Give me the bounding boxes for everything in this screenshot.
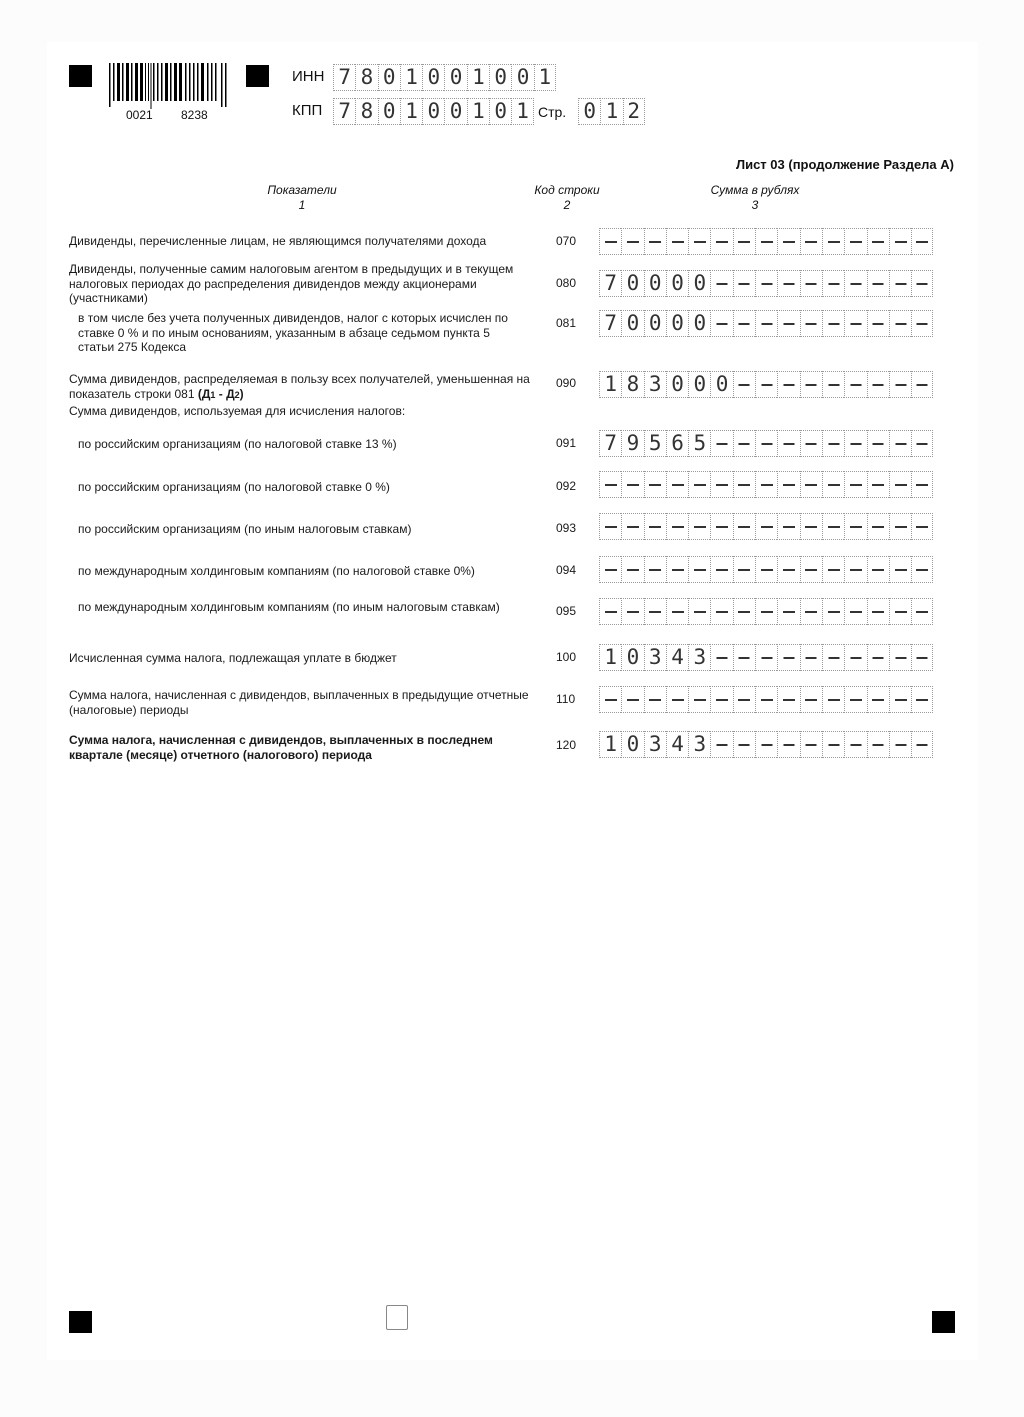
empty-cell-dash [777, 310, 799, 337]
digit-cell: 4 [666, 731, 688, 758]
row-label-100 [69, 651, 539, 666]
column-header-line-code [517, 183, 617, 213]
empty-cell-dash [800, 228, 822, 255]
empty-cell-dash [733, 556, 755, 583]
empty-cell-dash [688, 513, 710, 540]
digit-cell: 1 [599, 731, 621, 758]
empty-cell-dash [733, 686, 755, 713]
row-code: 090 [556, 376, 577, 390]
digit-cell: 0 [621, 270, 643, 297]
digit-cell: 0 [489, 64, 511, 91]
row-label-text: Дивиденды, полученные самим налоговым агентом в предыдущих и в текущем налоговых периодах до распределения дивидендов между акционерами (участниками) [69, 262, 514, 305]
empty-cell-dash [666, 471, 688, 498]
digit-cell: 1 [599, 644, 621, 671]
row-label-095 [78, 600, 518, 615]
empty-cell-dash [889, 598, 911, 625]
digit-cell: 0 [688, 371, 710, 398]
empty-cell-dash [867, 310, 889, 337]
barcode-number-right: 8238 [181, 108, 208, 122]
sheet-title: Лист 03 (продолжение Раздела А) [735, 157, 954, 172]
empty-cell-dash [688, 556, 710, 583]
empty-cell-dash [822, 371, 844, 398]
row-label-text: по международным холдинговым компаниям (по налоговой ставке 0%) [78, 564, 475, 578]
empty-cell-dash [755, 228, 777, 255]
row-label-text: по международным холдинговым компаниям (по иным налоговым ставкам) [78, 600, 500, 614]
empty-cell-dash [911, 731, 933, 758]
row-code: 091 [556, 436, 577, 450]
formula-sub2: 2 [234, 389, 240, 400]
empty-cell-dash [644, 556, 666, 583]
digit-cell: 0 [644, 310, 666, 337]
empty-cell-dash [777, 430, 799, 457]
empty-cell-dash [822, 644, 844, 671]
empty-cell-dash [867, 644, 889, 671]
amount-field-080[interactable] [599, 270, 933, 297]
digit-cell: 0 [621, 731, 643, 758]
empty-cell-dash [800, 556, 822, 583]
digit-cell: 1 [400, 64, 422, 91]
empty-cell-dash [688, 228, 710, 255]
empty-cell-dash [710, 686, 732, 713]
empty-cell-dash [666, 513, 688, 540]
empty-cell-dash [800, 471, 822, 498]
digit-cell: 1 [400, 98, 422, 125]
empty-cell-dash [889, 471, 911, 498]
empty-cell-dash [867, 598, 889, 625]
empty-cell-dash [733, 513, 755, 540]
kpp-label: КПП [292, 102, 323, 119]
empty-cell-dash [599, 598, 621, 625]
row-code: 092 [556, 479, 577, 493]
inn-field[interactable] [333, 64, 556, 91]
formula-sub1: 1 [210, 389, 216, 400]
empty-cell-dash [755, 430, 777, 457]
empty-cell-dash [644, 598, 666, 625]
page-number-field[interactable] [578, 98, 645, 125]
amount-field-094[interactable] [599, 556, 933, 583]
empty-cell-dash [777, 598, 799, 625]
column-title: Сумма в рублях [710, 183, 800, 197]
amount-field-092[interactable] [599, 471, 933, 498]
empty-cell-dash [844, 270, 866, 297]
row-label-094 [78, 564, 518, 579]
empty-cell-dash [889, 731, 911, 758]
inn-label: ИНН [292, 68, 325, 85]
empty-cell-dash [844, 228, 866, 255]
empty-cell-dash [867, 556, 889, 583]
empty-cell-dash [733, 471, 755, 498]
row-label-text: в том числе без учета полученных дивидендов, налог с которых исчислен по ставке 0 % и по иным основаниям, указанным в абзаце седьмом пункта 5 статьи 275 Кодекса [78, 311, 508, 354]
empty-cell-dash [644, 471, 666, 498]
amount-field-110[interactable] [599, 686, 933, 713]
empty-cell-dash [710, 270, 732, 297]
empty-cell-dash [777, 731, 799, 758]
row-code: 094 [556, 563, 577, 577]
empty-cell-dash [867, 371, 889, 398]
digit-cell: 8 [355, 98, 377, 125]
amount-field-120[interactable] [599, 731, 933, 758]
empty-cell-dash [755, 371, 777, 398]
amount-field-070[interactable] [599, 228, 933, 255]
formula-d1-minus-d2 [195, 387, 244, 401]
empty-cell-dash [844, 556, 866, 583]
empty-cell-dash [911, 430, 933, 457]
empty-cell-dash [621, 598, 643, 625]
row-label-070 [69, 234, 539, 249]
row-label-080 [69, 262, 539, 306]
digit-cell: 0 [688, 270, 710, 297]
row-code: 100 [556, 650, 577, 664]
digit-cell: 0 [621, 644, 643, 671]
digit-cell: 0 [666, 371, 688, 398]
empty-cell-dash [911, 556, 933, 583]
empty-cell-dash [777, 228, 799, 255]
digit-cell: 7 [599, 270, 621, 297]
empty-cell-dash [710, 644, 732, 671]
empty-cell-dash [710, 513, 732, 540]
empty-cell-dash [800, 731, 822, 758]
empty-cell-dash [644, 686, 666, 713]
digit-cell: 6 [666, 430, 688, 457]
empty-cell-dash [867, 270, 889, 297]
alignment-marker-bottom-right [932, 1311, 955, 1333]
subheader-dividends-for-tax: Сумма дивидендов, используемая для исчисления налогов: [69, 404, 406, 418]
empty-cell-dash [800, 644, 822, 671]
empty-cell-dash [867, 686, 889, 713]
empty-cell-dash [621, 686, 643, 713]
row-label-text: по российским организациям (по налоговой ставке 0 %) [78, 480, 390, 494]
digit-cell: 0 [422, 98, 444, 125]
digit-cell: 3 [644, 644, 666, 671]
empty-cell-dash [733, 644, 755, 671]
empty-cell-dash [599, 513, 621, 540]
empty-cell-dash [644, 228, 666, 255]
empty-cell-dash [777, 644, 799, 671]
row-code: 070 [556, 234, 577, 248]
empty-cell-dash [867, 513, 889, 540]
row-label-text: по российским организациям (по налоговой ставке 13 %) [78, 437, 397, 451]
row-label-091 [78, 437, 518, 452]
empty-cell-dash [800, 310, 822, 337]
row-label-093 [78, 522, 518, 537]
signature-checkbox[interactable] [386, 1305, 408, 1330]
barcode-number-left: 0021 [126, 108, 153, 122]
kpp-field[interactable] [333, 98, 534, 125]
digit-cell: 3 [644, 371, 666, 398]
empty-cell-dash [777, 471, 799, 498]
empty-cell-dash [844, 513, 866, 540]
empty-cell-dash [599, 686, 621, 713]
empty-cell-dash [800, 686, 822, 713]
alignment-marker-top-right [246, 65, 269, 87]
empty-cell-dash [844, 686, 866, 713]
column-title: Код строки [534, 183, 600, 197]
empty-cell-dash [867, 471, 889, 498]
empty-cell-dash [911, 270, 933, 297]
formula-prefix: (Д [197, 386, 211, 401]
empty-cell-dash [688, 598, 710, 625]
amount-field-081[interactable] [599, 310, 933, 337]
empty-cell-dash [755, 644, 777, 671]
empty-cell-dash [755, 471, 777, 498]
digit-cell: 0 [688, 310, 710, 337]
empty-cell-dash [822, 686, 844, 713]
digit-cell: 0 [666, 310, 688, 337]
row-label-081 [78, 311, 518, 355]
digit-cell: 8 [355, 64, 377, 91]
empty-cell-dash [710, 731, 732, 758]
empty-cell-dash [889, 556, 911, 583]
empty-cell-dash [621, 513, 643, 540]
empty-cell-dash [889, 644, 911, 671]
digit-cell: 0 [444, 98, 466, 125]
empty-cell-dash [710, 228, 732, 255]
row-code: 110 [556, 692, 576, 706]
alignment-marker-bottom-left [69, 1311, 92, 1333]
formula-suffix: ) [239, 386, 244, 401]
digit-cell: 0 [621, 310, 643, 337]
empty-cell-dash [822, 310, 844, 337]
empty-cell-dash [621, 471, 643, 498]
empty-cell-dash [889, 270, 911, 297]
digit-cell: 7 [599, 430, 621, 457]
empty-cell-dash [844, 644, 866, 671]
empty-cell-dash [822, 598, 844, 625]
empty-cell-dash [867, 430, 889, 457]
empty-cell-dash [911, 686, 933, 713]
row-label-text: Сумма налога, начисленная с дивидендов, выплаченных в предыдущие отчетные (налоговые) периоды [69, 688, 529, 717]
row-label-text: Сумма налога, начисленная с дивидендов, выплаченных в последнем квартале (месяце) отчетного (налогового) периода [69, 733, 493, 762]
empty-cell-dash [666, 598, 688, 625]
empty-cell-dash [889, 371, 911, 398]
digit-cell: 7 [599, 310, 621, 337]
empty-cell-dash [710, 430, 732, 457]
empty-cell-dash [800, 371, 822, 398]
empty-cell-dash [889, 228, 911, 255]
empty-cell-dash [822, 556, 844, 583]
empty-cell-dash [911, 228, 933, 255]
row-code: 081 [556, 316, 577, 330]
empty-cell-dash [777, 371, 799, 398]
empty-cell-dash [800, 430, 822, 457]
digit-cell: 3 [644, 731, 666, 758]
digit-cell: 1 [600, 98, 622, 125]
empty-cell-dash [777, 270, 799, 297]
column-header-indicators [232, 183, 372, 213]
empty-cell-dash [666, 556, 688, 583]
digit-cell: 7 [333, 64, 355, 91]
empty-cell-dash [755, 731, 777, 758]
empty-cell-dash [911, 310, 933, 337]
row-label-092 [78, 480, 518, 495]
digit-cell: 1 [467, 64, 489, 91]
row-label-text: Дивиденды, перечисленные лицам, не являющимся получателями дохода [69, 234, 487, 248]
empty-cell-dash [599, 471, 621, 498]
empty-cell-dash [844, 471, 866, 498]
digit-cell: 3 [688, 644, 710, 671]
empty-cell-dash [889, 686, 911, 713]
empty-cell-dash [599, 228, 621, 255]
empty-cell-dash [755, 686, 777, 713]
empty-cell-dash [733, 228, 755, 255]
amount-field-093[interactable] [599, 513, 933, 540]
empty-cell-dash [822, 513, 844, 540]
row-code: 080 [556, 276, 577, 290]
empty-cell-dash [621, 556, 643, 583]
empty-cell-dash [911, 644, 933, 671]
empty-cell-dash [911, 513, 933, 540]
digit-cell: 9 [621, 430, 643, 457]
formula-mid: - Д [215, 386, 235, 401]
empty-cell-dash [688, 686, 710, 713]
digit-cell: 5 [644, 430, 666, 457]
digit-cell: 7 [333, 98, 355, 125]
empty-cell-dash [733, 731, 755, 758]
digit-cell: 8 [621, 371, 643, 398]
barcode [109, 63, 229, 109]
column-number: 2 [563, 198, 571, 212]
amount-field-091[interactable] [599, 430, 933, 457]
alignment-marker-top-left [69, 65, 92, 87]
empty-cell-dash [822, 471, 844, 498]
digit-cell: 0 [444, 64, 466, 91]
row-label-110 [69, 688, 539, 717]
column-title: Показатели [267, 183, 337, 197]
amount-field-100[interactable] [599, 644, 933, 671]
empty-cell-dash [688, 471, 710, 498]
empty-cell-dash [733, 430, 755, 457]
empty-cell-dash [733, 310, 755, 337]
digit-cell: 0 [511, 64, 533, 91]
empty-cell-dash [844, 371, 866, 398]
digit-cell: 0 [578, 98, 600, 125]
digit-cell: 0 [489, 98, 511, 125]
empty-cell-dash [666, 686, 688, 713]
row-label-text: по российским организациям (по иным налоговым ставкам) [78, 522, 412, 536]
empty-cell-dash [755, 513, 777, 540]
column-number: 1 [298, 198, 306, 212]
empty-cell-dash [822, 430, 844, 457]
digit-cell: 0 [710, 371, 732, 398]
empty-cell-dash [889, 430, 911, 457]
amount-field-095[interactable] [599, 598, 933, 625]
empty-cell-dash [800, 598, 822, 625]
empty-cell-dash [777, 513, 799, 540]
row-code: 095 [556, 604, 577, 618]
empty-cell-dash [733, 270, 755, 297]
empty-cell-dash [844, 598, 866, 625]
row-label-text: Исчисленная сумма налога, подлежащая уплате в бюджет [69, 651, 397, 665]
empty-cell-dash [755, 556, 777, 583]
empty-cell-dash [867, 731, 889, 758]
empty-cell-dash [710, 310, 732, 337]
digit-cell: 1 [467, 98, 489, 125]
digit-cell: 4 [666, 644, 688, 671]
empty-cell-dash [733, 371, 755, 398]
row-label-090 [69, 372, 539, 419]
digit-cell: 1 [599, 371, 621, 398]
empty-cell-dash [755, 598, 777, 625]
digit-cell: 0 [422, 64, 444, 91]
empty-cell-dash [844, 310, 866, 337]
empty-cell-dash [889, 310, 911, 337]
amount-field-090[interactable] [599, 371, 933, 398]
empty-cell-dash [800, 513, 822, 540]
column-header-amount [695, 183, 815, 213]
column-number: 3 [751, 198, 759, 212]
empty-cell-dash [666, 228, 688, 255]
empty-cell-dash [621, 228, 643, 255]
empty-cell-dash [889, 513, 911, 540]
empty-cell-dash [710, 556, 732, 583]
digit-cell: 2 [623, 98, 645, 125]
row-code: 093 [556, 521, 577, 535]
empty-cell-dash [710, 471, 732, 498]
empty-cell-dash [822, 228, 844, 255]
empty-cell-dash [822, 270, 844, 297]
row-label-text: Сумма дивидендов, распределяемая в пользу всех получателей, уменьшенная на показатель строки 081 [69, 372, 530, 401]
empty-cell-dash [911, 471, 933, 498]
digit-cell: 0 [666, 270, 688, 297]
empty-cell-dash [800, 270, 822, 297]
empty-cell-dash [777, 556, 799, 583]
empty-cell-dash [911, 598, 933, 625]
digit-cell: 0 [644, 270, 666, 297]
row-label-120 [69, 733, 539, 762]
digit-cell: 0 [378, 98, 400, 125]
empty-cell-dash [911, 371, 933, 398]
empty-cell-dash [844, 430, 866, 457]
empty-cell-dash [644, 513, 666, 540]
empty-cell-dash [844, 731, 866, 758]
empty-cell-dash [777, 686, 799, 713]
digit-cell: 1 [511, 98, 533, 125]
digit-cell: 1 [534, 64, 556, 91]
empty-cell-dash [822, 731, 844, 758]
digit-cell: 5 [688, 430, 710, 457]
page-number-label: Стр. [538, 104, 567, 120]
row-code: 120 [556, 738, 577, 752]
empty-cell-dash [755, 270, 777, 297]
digit-cell: 0 [378, 64, 400, 91]
digit-cell: 3 [688, 731, 710, 758]
empty-cell-dash [733, 598, 755, 625]
empty-cell-dash [710, 598, 732, 625]
empty-cell-dash [867, 228, 889, 255]
empty-cell-dash [755, 310, 777, 337]
empty-cell-dash [599, 556, 621, 583]
